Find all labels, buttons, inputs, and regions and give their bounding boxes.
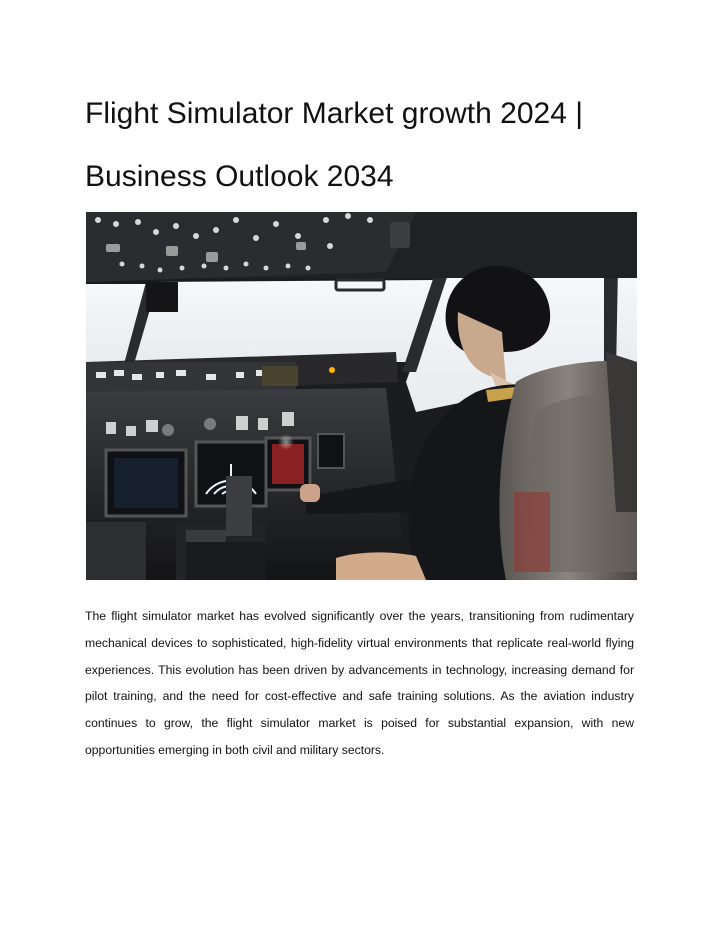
cockpit-photo-icon xyxy=(86,212,637,580)
page-title: Flight Simulator Market growth 2024 | Business Outlook 2034 xyxy=(85,97,584,193)
cockpit-photo xyxy=(86,212,637,580)
body-paragraph: The flight simulator market has evolved significantly over the years, transitioning from rudimentary mechanical devices to sophisticated, high-fidelity virtual environments that replicate real-world flying experiences. This evolution has been driven by advancements in technology, increasing demand for pilot training, and the need for cost-effective and safe training solutions. As the aviation industry continues to grow, the flight simulator market is poised for substantial expansion, with new opportunities emerging in both civil and military sectors. xyxy=(85,609,634,757)
